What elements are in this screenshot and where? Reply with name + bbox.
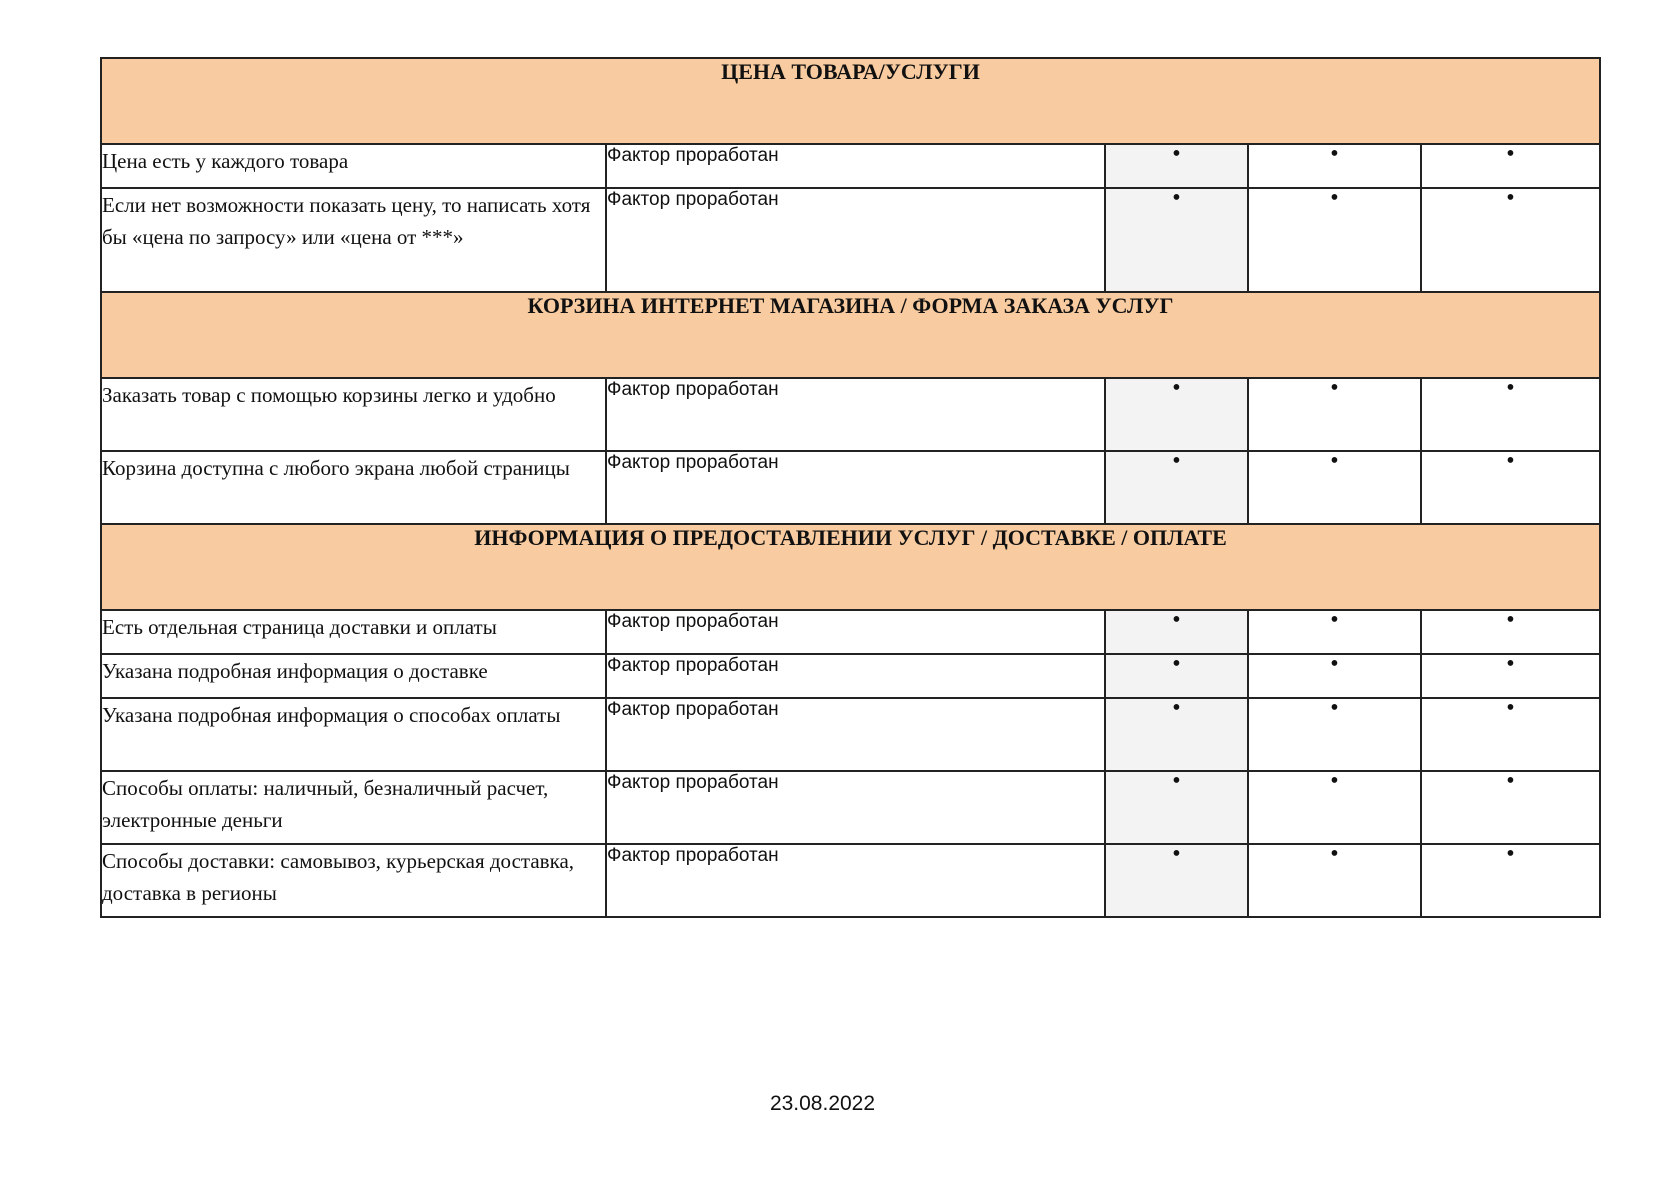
criterion-text: Указана подробная информация о способах оплаты: [101, 698, 606, 771]
mark-cell: [1105, 841, 1248, 917]
status-text: Фактор проработан: [606, 144, 1105, 188]
status-text: Фактор проработан: [606, 451, 1105, 524]
mark-bullet: •: [1506, 651, 1515, 677]
mark-bullet: •: [1330, 448, 1339, 474]
table-row: [101, 654, 1600, 698]
criterion-text: Есть отдельная страница доставки и оплаты: [101, 610, 606, 654]
status-text: Фактор проработан: [606, 188, 1105, 292]
mark-bullet: •: [1172, 607, 1181, 633]
criterion-text: Цена есть у каждого товара: [101, 144, 606, 188]
mark-cell: [1248, 841, 1421, 917]
mark-cell: [1421, 141, 1600, 188]
mark-bullet: •: [1330, 375, 1339, 401]
criterion-text: Если нет возможности показать цену, то написать хотя бы «цена по запросу» или «цена от ***»: [101, 188, 606, 292]
mark-cell: [1421, 768, 1600, 844]
section-title: ИНФОРМАЦИЯ О ПРЕДОСТАВЛЕНИИ УСЛУГ / ДОСТАВКЕ / ОПЛАТЕ: [101, 524, 1600, 610]
criterion-text: Заказать товар с помощью корзины легко и удобно: [101, 378, 606, 451]
status-text: Фактор проработан: [606, 844, 1105, 917]
mark-cell: [1248, 768, 1421, 844]
mark-bullet: •: [1172, 185, 1181, 211]
mark-cell: [1105, 695, 1248, 771]
mark-cell: [1105, 768, 1248, 844]
mark-bullet: •: [1506, 841, 1515, 867]
mark-bullet: •: [1172, 841, 1181, 867]
mark-cell: [1248, 651, 1421, 698]
mark-bullet: •: [1330, 185, 1339, 211]
mark-cell: [1421, 607, 1600, 654]
table-row: [101, 188, 1600, 292]
mark-bullet: •: [1172, 375, 1181, 401]
mark-bullet: •: [1506, 607, 1515, 633]
table-row: [101, 144, 1600, 188]
table-row: [101, 451, 1600, 524]
criterion-text: Способы оплаты: наличный, безналичный расчет, электронные деньги: [101, 771, 606, 844]
mark-bullet: •: [1330, 768, 1339, 794]
mark-bullet: •: [1172, 448, 1181, 474]
status-text: Фактор проработан: [606, 610, 1105, 654]
mark-bullet: •: [1330, 651, 1339, 677]
mark-cell: [1421, 695, 1600, 771]
mark-cell: [1421, 448, 1600, 524]
mark-cell: [1248, 185, 1421, 292]
mark-cell: [1421, 651, 1600, 698]
mark-cell: [1248, 607, 1421, 654]
table-row: [101, 698, 1600, 771]
mark-cell: [1105, 141, 1248, 188]
mark-bullet: •: [1506, 375, 1515, 401]
table-row: [101, 771, 1600, 844]
mark-bullet: •: [1506, 185, 1515, 211]
status-text: Фактор проработан: [606, 698, 1105, 771]
status-text: Фактор проработан: [606, 378, 1105, 451]
mark-cell: [1105, 448, 1248, 524]
status-text: Фактор проработан: [606, 654, 1105, 698]
mark-bullet: •: [1172, 695, 1181, 721]
mark-bullet: •: [1172, 768, 1181, 794]
mark-bullet: •: [1330, 141, 1339, 167]
criterion-text: Указана подробная информация о доставке: [101, 654, 606, 698]
mark-bullet: •: [1330, 607, 1339, 633]
criterion-text: Способы доставки: самовывоз, курьерская доставка, доставка в регионы: [101, 844, 606, 917]
footer-date: 23.08.2022: [769, 1092, 876, 1115]
mark-bullet: •: [1330, 841, 1339, 867]
mark-cell: [1105, 375, 1248, 451]
mark-bullet: •: [1506, 141, 1515, 167]
mark-cell: [1248, 141, 1421, 188]
mark-cell: [1421, 375, 1600, 451]
mark-cell: [1105, 185, 1248, 292]
mark-cell: [1248, 695, 1421, 771]
checklist-table: [100, 57, 1601, 918]
section-title: ЦЕНА ТОВАРА/УСЛУГИ: [101, 58, 1600, 144]
mark-bullet: •: [1506, 448, 1515, 474]
section-header-row: [101, 292, 1600, 378]
mark-cell: [1248, 375, 1421, 451]
mark-cell: [1421, 841, 1600, 917]
mark-cell: [1105, 607, 1248, 654]
mark-bullet: •: [1506, 695, 1515, 721]
section-header-row: [101, 524, 1600, 610]
mark-bullet: •: [1172, 141, 1181, 167]
mark-cell: [1105, 651, 1248, 698]
section-title: КОРЗИНА ИНТЕРНЕТ МАГАЗИНА / ФОРМА ЗАКАЗА УСЛУГ: [101, 292, 1600, 378]
section-header-row: [101, 58, 1600, 144]
mark-cell: [1248, 448, 1421, 524]
table-row: [101, 610, 1600, 654]
table-row: [101, 378, 1600, 451]
table-row: [101, 844, 1600, 917]
mark-bullet: •: [1506, 768, 1515, 794]
criterion-text: Корзина доступна с любого экрана любой страницы: [101, 451, 606, 524]
mark-cell: [1421, 185, 1600, 292]
status-text: Фактор проработан: [606, 771, 1105, 844]
mark-bullet: •: [1330, 695, 1339, 721]
mark-bullet: •: [1172, 651, 1181, 677]
